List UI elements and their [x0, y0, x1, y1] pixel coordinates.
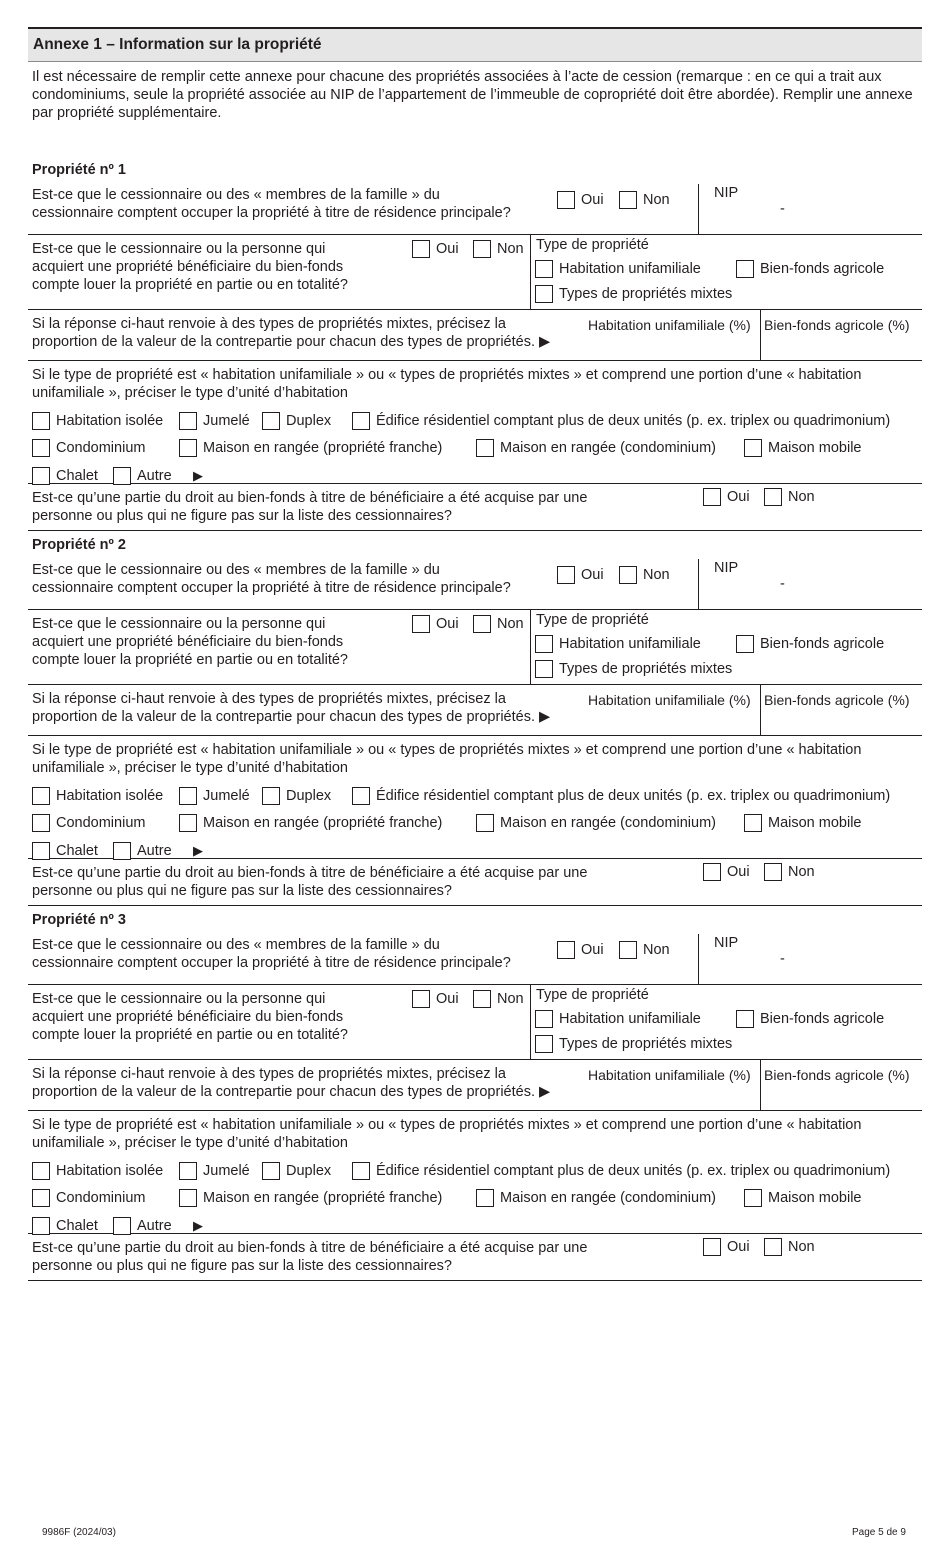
checkbox-box[interactable]: [473, 240, 491, 258]
annex-intro: Il est nécessaire de remplir cette annexe pour chacune des propriétés associées à l’acte de cession (remarque : en ce qui a trait aux condominiums, seule la propriété associée au NIP de l’appartement de l’immeuble de copropriété doit être abordée). Remplir une annexe par propriété supplémentaire.: [32, 69, 913, 121]
mixed-question: Si la réponse ci-haut renvoie à des types de propriétés mixtes, précisez la proportion de la valeur de la contrepartie pour chacun des types de propriétés. ▶: [32, 691, 551, 725]
type-single-family-checkbox[interactable]: Habitation unifamiliale: [535, 259, 701, 279]
unit-row-freehold-checkbox[interactable]: Maison en rangée (propriété franche): [179, 438, 442, 458]
rental-row: [28, 235, 922, 310]
residence-non-checkbox[interactable]: Non: [619, 940, 670, 960]
unit-other-checkbox[interactable]: Autre: [113, 841, 172, 861]
divider: [698, 184, 699, 234]
divider: [698, 934, 699, 984]
type-single-family-checkbox[interactable]: Habitation unifamiliale: [535, 634, 701, 654]
pct-single-label: Habitation unifamiliale (%): [588, 317, 751, 333]
checkbox-box[interactable]: [736, 635, 754, 653]
rental-question: Est-ce que le cessionnaire ou la personne qui acquiert une propriété bénéficiaire du bien-fonds compte louer la propriété en partie ou en totalité?: [32, 991, 348, 1043]
beneficiary-oui-checkbox[interactable]: Oui: [703, 862, 750, 882]
type-farm-checkbox[interactable]: Bien-fonds agricole: [736, 634, 884, 654]
unit-other-checkbox[interactable]: Autre: [113, 1216, 172, 1236]
form-id: 9986F (2024/03): [42, 1527, 116, 1538]
checkbox-box[interactable]: [619, 191, 637, 209]
rental-oui-checkbox[interactable]: Oui: [412, 989, 459, 1009]
nip-label: NIP: [714, 560, 739, 576]
arrow-icon: ▶: [193, 843, 203, 858]
beneficiary-oui-checkbox[interactable]: Oui: [703, 1237, 750, 1257]
checkbox-box[interactable]: [557, 566, 575, 584]
checkbox-box[interactable]: [412, 240, 430, 258]
unit-semi-checkbox[interactable]: Jumelé: [179, 786, 250, 806]
mixed-proportion-row: [28, 1060, 922, 1111]
unit-mobile-checkbox[interactable]: Maison mobile: [744, 1188, 862, 1208]
unit-chalet-checkbox[interactable]: Chalet: [32, 1216, 98, 1236]
unit-row-condo-checkbox[interactable]: Maison en rangée (condominium): [476, 1188, 716, 1208]
checkbox-box[interactable]: [535, 635, 553, 653]
checkbox-box[interactable]: [32, 842, 50, 860]
checkbox-box[interactable]: [619, 941, 637, 959]
annex-form: [28, 27, 922, 1286]
unit-chalet-checkbox[interactable]: Chalet: [32, 466, 98, 486]
checkbox-box[interactable]: [703, 488, 721, 506]
property-sections: [28, 161, 922, 1286]
page-number: Page 5 de 9: [852, 1527, 906, 1538]
unit-row-condo-checkbox[interactable]: Maison en rangée (condominium): [476, 438, 716, 458]
divider: [530, 985, 531, 1059]
residence-row: [28, 559, 922, 610]
checkbox-box[interactable]: [744, 1189, 762, 1207]
checkbox-box[interactable]: [32, 814, 50, 832]
mixed-question: Si la réponse ci-haut renvoie à des types de propriétés mixtes, précisez la proportion de la valeur de la contrepartie pour chacun des types de propriétés. ▶: [32, 316, 551, 350]
unit-mobile-checkbox[interactable]: Maison mobile: [744, 813, 862, 833]
arrow-icon: ▶: [193, 468, 203, 483]
spacer: [28, 1281, 922, 1286]
rental-non-checkbox[interactable]: Non: [473, 614, 524, 634]
property-section: [28, 911, 922, 1286]
arrow-icon: ▶: [539, 1084, 551, 1100]
divider: [760, 310, 761, 360]
unit-multi-checkbox[interactable]: Édifice résidentiel comptant plus de deux unités (p. ex. triplex ou quadrimonium): [352, 1161, 890, 1181]
pct-farm-label: Bien-fonds agricole (%): [764, 1067, 910, 1083]
checkbox-box[interactable]: [476, 439, 494, 457]
rental-oui-checkbox[interactable]: Oui: [412, 614, 459, 634]
checkbox-box[interactable]: [113, 842, 131, 860]
type-mixed-checkbox[interactable]: Types de propriétés mixtes: [535, 284, 732, 304]
nip-input[interactable]: [728, 196, 908, 220]
unit-detached-checkbox[interactable]: Habitation isolée: [32, 786, 163, 806]
checkbox-box[interactable]: [179, 814, 197, 832]
checkbox-box[interactable]: [262, 412, 280, 430]
checkbox-box[interactable]: [703, 1238, 721, 1256]
beneficiary-non-checkbox[interactable]: Non: [764, 862, 815, 882]
nip-dash: -: [780, 951, 785, 967]
checkbox-box[interactable]: [473, 990, 491, 1008]
rental-oui-checkbox[interactable]: Oui: [412, 239, 459, 259]
mixed-proportion-row: [28, 685, 922, 736]
divider: [530, 610, 531, 684]
beneficiary-question: Est-ce qu’une partie du droit au bien-fonds à titre de bénéficiaire a été acquise par une personne ou plus qui ne figure pas sur la liste des cessionnaires?: [32, 1240, 588, 1274]
checkbox-box[interactable]: [179, 787, 197, 805]
unit-condo-checkbox[interactable]: Condominium: [32, 438, 145, 458]
unit-question: Si le type de propriété est « habitation unifamiliale » ou « types de propriétés mixtes » et comprend une portion d’une « habitation unifamiliale », préciser le type d’unité d’habitation: [32, 367, 862, 401]
beneficiary-oui-checkbox[interactable]: Oui: [703, 487, 750, 507]
checkbox-box[interactable]: [744, 814, 762, 832]
mixed-proportion-row: [28, 310, 922, 361]
rental-row: [28, 985, 922, 1060]
type-mixed-checkbox[interactable]: Types de propriétés mixtes: [535, 659, 732, 679]
checkbox-box[interactable]: [557, 941, 575, 959]
arrow-icon: ▶: [193, 1218, 203, 1233]
property-type-title: Type de propriété: [536, 237, 649, 253]
residence-non-checkbox[interactable]: Non: [619, 190, 670, 210]
checkbox-box[interactable]: [736, 260, 754, 278]
divider: [760, 685, 761, 735]
annex-title: Annexe 1 – Information sur la propriété: [28, 27, 922, 62]
property-title: Propriété nº 1: [32, 162, 126, 178]
unit-question: Si le type de propriété est « habitation unifamiliale » ou « types de propriétés mixtes » et comprend une portion d’une « habitation unifamiliale », préciser le type d’unité d’habitation: [32, 742, 862, 776]
checkbox-box[interactable]: [764, 863, 782, 881]
type-farm-checkbox[interactable]: Bien-fonds agricole: [736, 1009, 884, 1029]
checkbox-box[interactable]: [113, 467, 131, 485]
checkbox-box[interactable]: [262, 787, 280, 805]
divider: [698, 559, 699, 609]
residence-question: Est-ce que le cessionnaire ou des « membres de la famille » du cessionnaire comptent occuper la propriété à titre de résidence principale?: [32, 937, 511, 971]
checkbox-box[interactable]: [352, 787, 370, 805]
checkbox-box[interactable]: [476, 814, 494, 832]
property-section: [28, 161, 922, 536]
checkbox-box[interactable]: [736, 1010, 754, 1028]
checkbox-box[interactable]: [179, 1162, 197, 1180]
arrow-icon: ▶: [539, 334, 551, 350]
rental-question: Est-ce que le cessionnaire ou la personne qui acquiert une propriété bénéficiaire du bien-fonds compte louer la propriété en partie ou en totalité?: [32, 241, 348, 293]
checkbox-box[interactable]: [32, 1189, 50, 1207]
residence-oui-checkbox[interactable]: Oui: [557, 565, 604, 585]
unit-row-condo-checkbox[interactable]: Maison en rangée (condominium): [476, 813, 716, 833]
checkbox-box[interactable]: [535, 660, 553, 678]
unit-row-freehold-checkbox[interactable]: Maison en rangée (propriété franche): [179, 1188, 442, 1208]
residence-question: Est-ce que le cessionnaire ou des « membres de la famille » du cessionnaire comptent occuper la propriété à titre de résidence principale?: [32, 562, 511, 596]
unit-semi-checkbox[interactable]: Jumelé: [179, 1161, 250, 1181]
unit-detached-checkbox[interactable]: Habitation isolée: [32, 411, 163, 431]
beneficiary-row: [28, 859, 922, 906]
beneficiary-question: Est-ce qu’une partie du droit au bien-fonds à titre de bénéficiaire a été acquise par une personne ou plus qui ne figure pas sur la liste des cessionnaires?: [32, 865, 588, 899]
checkbox-box[interactable]: [412, 615, 430, 633]
property-type-title: Type de propriété: [536, 612, 649, 628]
divider: [760, 1060, 761, 1110]
arrow-icon: ▶: [539, 709, 551, 725]
type-mixed-checkbox[interactable]: Types de propriétés mixtes: [535, 1034, 732, 1054]
checkbox-box[interactable]: [764, 1238, 782, 1256]
checkbox-box[interactable]: [476, 1189, 494, 1207]
checkbox-box[interactable]: [412, 990, 430, 1008]
unit-condo-checkbox[interactable]: Condominium: [32, 813, 145, 833]
type-farm-checkbox[interactable]: Bien-fonds agricole: [736, 259, 884, 279]
unit-type-row: [28, 1111, 922, 1234]
nip-label: NIP: [714, 185, 739, 201]
checkbox-box[interactable]: [535, 1010, 553, 1028]
checkbox-box[interactable]: [32, 467, 50, 485]
nip-label: NIP: [714, 935, 739, 951]
checkbox-box[interactable]: [352, 1162, 370, 1180]
checkbox-box[interactable]: [703, 863, 721, 881]
rental-row: [28, 610, 922, 685]
residence-row: [28, 934, 922, 985]
beneficiary-non-checkbox[interactable]: Non: [764, 1237, 815, 1257]
checkbox-box[interactable]: [352, 412, 370, 430]
nip-input[interactable]: [728, 571, 908, 595]
unit-duplex-checkbox[interactable]: Duplex: [262, 786, 331, 806]
rental-non-checkbox[interactable]: Non: [473, 989, 524, 1009]
checkbox-box[interactable]: [473, 615, 491, 633]
unit-type-row: [28, 736, 922, 859]
beneficiary-row: [28, 1234, 922, 1281]
nip-dash: -: [780, 576, 785, 592]
checkbox-box[interactable]: [262, 1162, 280, 1180]
nip-input[interactable]: [728, 946, 908, 970]
unit-mobile-checkbox[interactable]: Maison mobile: [744, 438, 862, 458]
property-title: Propriété nº 2: [32, 537, 126, 553]
residence-row: [28, 184, 922, 235]
checkbox-box[interactable]: [179, 439, 197, 457]
checkbox-box[interactable]: [32, 787, 50, 805]
checkbox-box[interactable]: [32, 1162, 50, 1180]
checkbox-box[interactable]: [535, 1035, 553, 1053]
unit-duplex-checkbox[interactable]: Duplex: [262, 1161, 331, 1181]
property-title: Propriété nº 3: [32, 912, 126, 928]
pct-single-label: Habitation unifamiliale (%): [588, 692, 751, 708]
checkbox-box[interactable]: [535, 260, 553, 278]
checkbox-box[interactable]: [179, 412, 197, 430]
beneficiary-non-checkbox[interactable]: Non: [764, 487, 815, 507]
pct-farm-label: Bien-fonds agricole (%): [764, 317, 910, 333]
checkbox-box[interactable]: [32, 1217, 50, 1235]
property-section: [28, 536, 922, 911]
checkbox-box[interactable]: [744, 439, 762, 457]
unit-other-checkbox[interactable]: Autre: [113, 466, 172, 486]
beneficiary-question: Est-ce qu’une partie du droit au bien-fonds à titre de bénéficiaire a été acquise par une personne ou plus qui ne figure pas sur la liste des cessionnaires?: [32, 490, 588, 524]
residence-oui-checkbox[interactable]: Oui: [557, 190, 604, 210]
type-single-family-checkbox[interactable]: Habitation unifamiliale: [535, 1009, 701, 1029]
nip-dash: -: [780, 201, 785, 217]
property-type-title: Type de propriété: [536, 987, 649, 1003]
unit-multi-checkbox[interactable]: Édifice résidentiel comptant plus de deux unités (p. ex. triplex ou quadrimonium): [352, 786, 890, 806]
pct-farm-label: Bien-fonds agricole (%): [764, 692, 910, 708]
residence-oui-checkbox[interactable]: Oui: [557, 940, 604, 960]
unit-row-freehold-checkbox[interactable]: Maison en rangée (propriété franche): [179, 813, 442, 833]
unit-question: Si le type de propriété est « habitation unifamiliale » ou « types de propriétés mixtes » et comprend une portion d’une « habitation unifamiliale », préciser le type d’unité d’habitation: [32, 1117, 862, 1151]
divider: [530, 235, 531, 309]
unit-type-row: [28, 361, 922, 484]
mixed-question: Si la réponse ci-haut renvoie à des types de propriétés mixtes, précisez la proportion de la valeur de la contrepartie pour chacun des types de propriétés. ▶: [32, 1066, 551, 1100]
checkbox-box[interactable]: [32, 439, 50, 457]
unit-condo-checkbox[interactable]: Condominium: [32, 1188, 145, 1208]
checkbox-box[interactable]: [619, 566, 637, 584]
checkbox-box[interactable]: [764, 488, 782, 506]
residence-non-checkbox[interactable]: Non: [619, 565, 670, 585]
residence-question: Est-ce que le cessionnaire ou des « membres de la famille » du cessionnaire comptent occuper la propriété à titre de résidence principale?: [32, 187, 511, 221]
unit-detached-checkbox[interactable]: Habitation isolée: [32, 1161, 163, 1181]
unit-chalet-checkbox[interactable]: Chalet: [32, 841, 98, 861]
checkbox-box[interactable]: [113, 1217, 131, 1235]
unit-multi-checkbox[interactable]: Édifice résidentiel comptant plus de deux unités (p. ex. triplex ou quadrimonium): [352, 411, 890, 431]
checkbox-box[interactable]: [557, 191, 575, 209]
rental-non-checkbox[interactable]: Non: [473, 239, 524, 259]
unit-duplex-checkbox[interactable]: Duplex: [262, 411, 331, 431]
pct-single-label: Habitation unifamiliale (%): [588, 1067, 751, 1083]
checkbox-box[interactable]: [535, 285, 553, 303]
checkbox-box[interactable]: [32, 412, 50, 430]
unit-semi-checkbox[interactable]: Jumelé: [179, 411, 250, 431]
rental-question: Est-ce que le cessionnaire ou la personne qui acquiert une propriété bénéficiaire du bien-fonds compte louer la propriété en partie ou en totalité?: [32, 616, 348, 668]
beneficiary-row: [28, 484, 922, 531]
checkbox-box[interactable]: [179, 1189, 197, 1207]
